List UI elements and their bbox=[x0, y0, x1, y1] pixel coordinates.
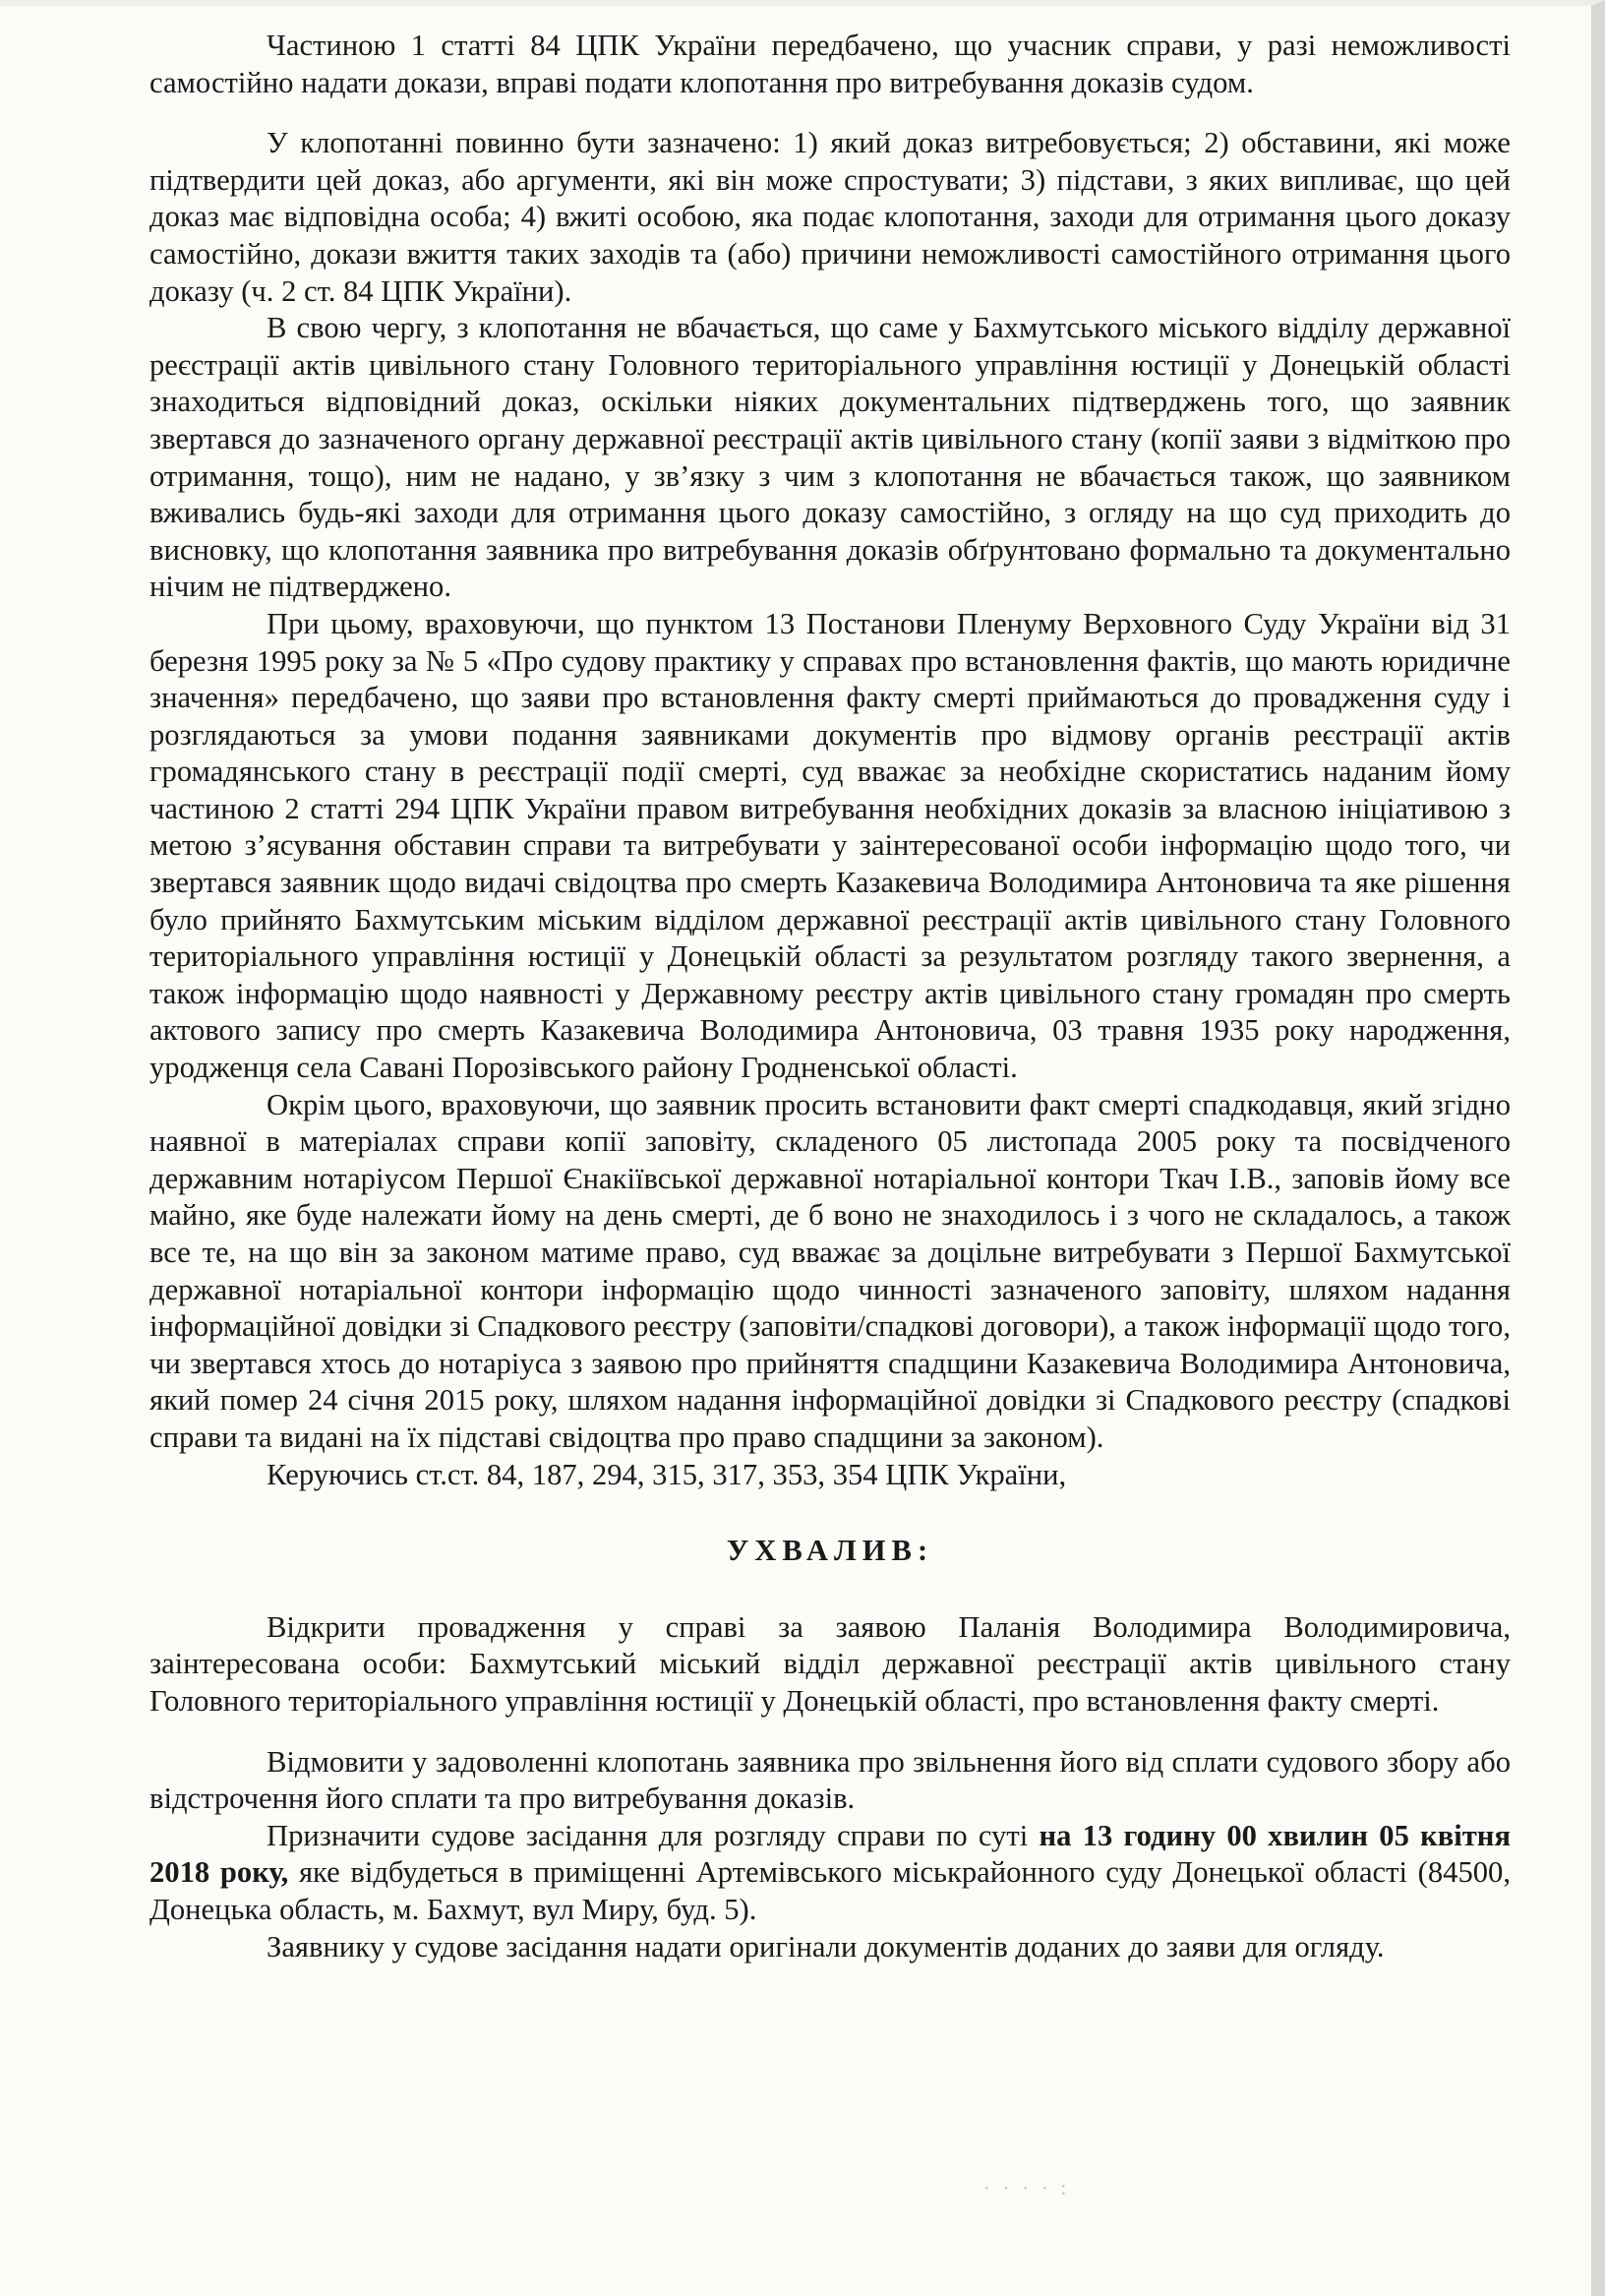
paragraph-will-inquiry: Окрім цього, враховуючи, що заявник просить встановити факт смерті спадкодавця, який згідно наявної в матеріалах справи копії заповіту, складеного 05 листопада 2005 року та посвідченого державним нотаріусом Першої Єнакіївської державної нотаріальної контори Ткач І.В., заповів йому все майно, яке буде належати йому на день смерті, де б воно не знаходилось і з чого не складалось, а також все те, на що він за законом матиме право, суд вважає за доцільне витребувати з Першої Бахмутської державної нотаріальної контори інформацію щодо чинності зазначеного заповіту, шляхом надання інформаційної довідки зі Спадкового реєстру (заповіти/спадкові договори), а також інформації щодо того, чи звертався хтось до нотаріуса з заявою про прийняття спадщини Казакевича Володимира Антоновича, який помер 24 січня 2015 року, шляхом надання інформаційної довідки зі Спадкового реєстру (спадкові справи та видані на їх підставі свідоцтва про право спадщини за законом). bbox=[149, 1087, 1511, 1454]
heading-gap bbox=[149, 1493, 1511, 1533]
paragraph-gap bbox=[149, 101, 1511, 125]
paragraph-gap bbox=[149, 1721, 1511, 1744]
heading-gap bbox=[149, 1570, 1511, 1609]
paragraph-motion-assessment: В свою чергу, з клопотання не вбачається, що саме у Бахмутського міського відділу державної реєстрації актів цивільного стану Головного територіального управління юстиції у Донецькій області знаходиться відповідний доказ, оскільки ніяких документальних підтверджень того, що заявник звертався до зазначеного органу державної реєстрації актів цивільного стану (копії заяви з відміткою про отримання, тощо), ним не надано, у зв’язку з чим з клопотання не вбачається також, що заявником вживались будь-які заходи для отримання цього доказу самостійно, з огляду на що суд приходить до висновку, що клопотання заявника про витребування доказів обґрунтовано формально та документально нічим не підтверджено. bbox=[149, 311, 1511, 604]
paragraph-legal-basis: Керуючись ст.ст. 84, 187, 294, 315, 317, 353, 354 ЦПК України, bbox=[267, 1457, 1067, 1491]
hearing-suffix: яке відбудеться в приміщенні Артемівського міськрайонного суду Донецької області (84500, Донецька область, м. Бахмут, вул Миру, буд. 5). bbox=[149, 1855, 1511, 1926]
paragraph-schedule-hearing bbox=[149, 1818, 1511, 1929]
paragraph-article-84: Частиною 1 статті 84 ЦПК України передбачено, що учасник справи, у разі неможливості самостійно надати докази, вправі подати клопотання про витребування доказів судом. bbox=[149, 29, 1511, 99]
paragraph-open-proceedings: Відкрити провадження у справі за заявою Паланія Володимира Володимировича, заінтересована особи: Бахмутський міський відділ державної реєстрації актів цивільного стану Головного територіального управління юстиції у Донецькій області, про встановлення факту смерті. bbox=[149, 1609, 1511, 1718]
document-body bbox=[149, 28, 1511, 1965]
paragraph-plenum-resolution: При цьому, враховуючи, що пунктом 13 Постанови Пленуму Верховного Суду України від 31 березня 1995 року за № 5 «Про судову практику у справах про встановлення фактів, що мають юридичне значення» передбачено, що заяви про встановлення факту смерті приймаються до провадження суду і розглядаються за умови подання заявниками документів про відмову органів реєстрації актів громадянського стану в реєстрації події смерті, суд вважає за необхідне скористатись наданим йому частиною 2 статті 294 ЦПК України правом витребування необхідних доказів за власною ініціативою з метою з’ясування обставин справи та витребувати у заінтересованої особи інформацію щодо того, чи звертався заявник щодо видачі свідоцтва про смерть Казакевича Володимира Антоновича та яке рішення було прийнято Бахмутським міським відділом державної реєстрації актів цивільного стану Головного територіального управління юстиції у Донецькій області за результатом розгляду такого звернення, а також інформацію щодо наявності у Державному реєстру актів цивільного стану громадян про смерть актового запису про смерть Казакевича Володимира Антоновича, 03 травня 1935 року народження, уродженця села Савані Порозівського району Гродненської області. bbox=[149, 606, 1511, 1085]
ruling-heading: УХВАЛИВ: bbox=[726, 1534, 934, 1568]
paragraph-deny-motions: Відмовити у задоволенні клопотань заявника про звільнення його від сплати судового збору або відстрочення його сплати та про витребування доказів. bbox=[149, 1744, 1511, 1816]
hearing-prefix: Призначити судове засідання для розгляду справи по суті bbox=[267, 1818, 1040, 1852]
hearing-datetime: на 13 годину 00 хвилин 05 квітня 2018 року, bbox=[149, 1818, 1511, 1890]
paragraph-motion-requirements: У клопотанні повинно бути зазначено: 1) який доказ витребовується; 2) обставини, які може підтвердити цей доказ, або аргументи, які він може спростувати; 3) підстави, з яких випливає, що цей доказ має відповідна особа; 4) вжиті особою, яка подає клопотання, заходи для отримання цього доказу самостійно, докази вжиття таких заходів та (або) причини неможливості самостійного отримання цього доказу (ч. 2 ст. 84 ЦПК України). bbox=[149, 126, 1511, 308]
faint-stamp-marks: · · · · : bbox=[983, 2178, 1071, 2200]
paragraph-originals: Заявнику у судове засідання надати оригінали документів доданих до заяви для огляду. bbox=[267, 1929, 1385, 1964]
